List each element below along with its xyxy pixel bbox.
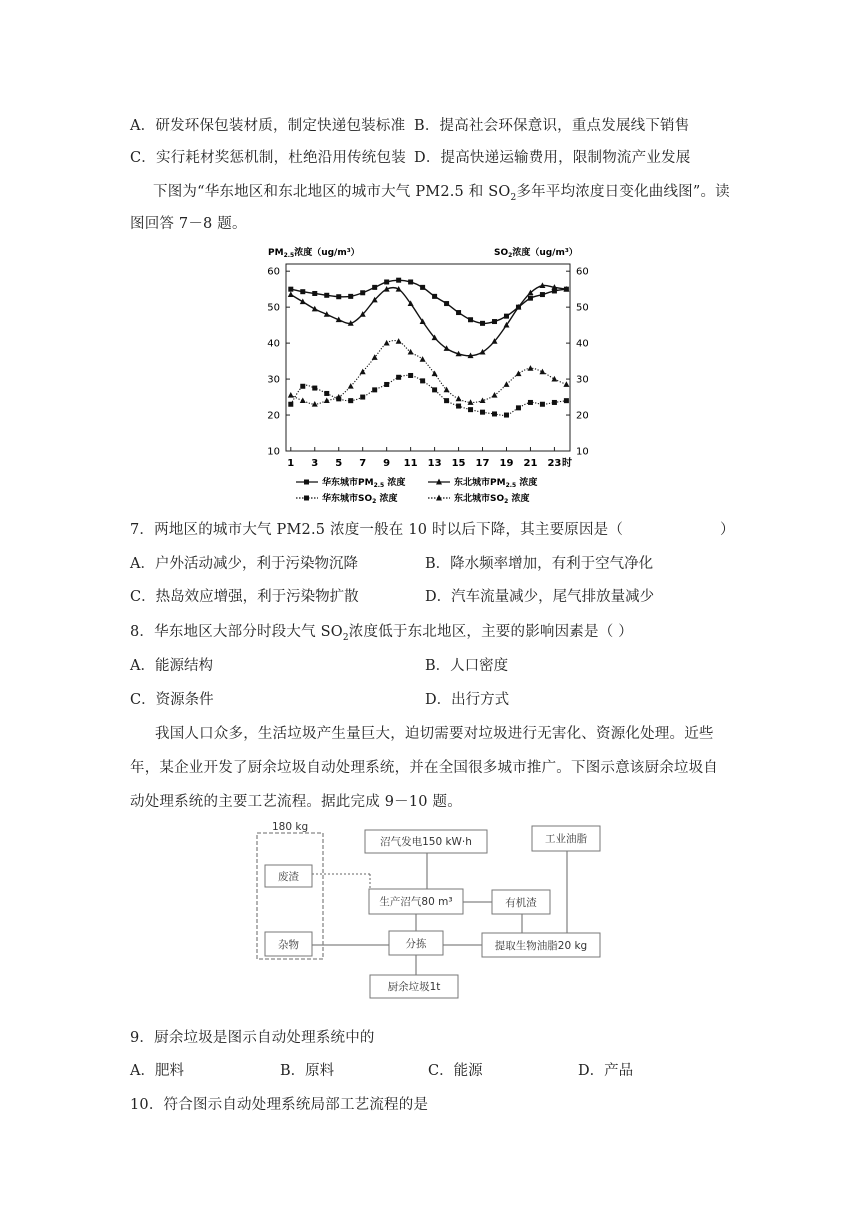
data-point-square [444, 301, 449, 306]
data-point-square [324, 293, 329, 298]
series-4 [288, 338, 570, 407]
concentration-line-chart [256, 236, 596, 508]
data-point-square [516, 405, 521, 410]
data-point-square [348, 398, 353, 403]
left-y-tick-label: 10 [267, 446, 280, 458]
series-line [291, 341, 567, 405]
data-point-square [288, 287, 293, 292]
intro-7-8-line1: 下图为“华东地区和东北地区的城市大气 PM2.5 和 $SO_2$多年平均浓度日变化曲线图”。读 [153, 184, 730, 203]
q8-option-a: A．能源结构 [130, 658, 213, 674]
data-point-triangle [300, 397, 306, 403]
data-point-triangle [444, 387, 450, 393]
data-point-square [540, 402, 545, 407]
x-tick-label: 19 [499, 458, 514, 469]
q9-option-a: A．肥料 [130, 1063, 184, 1079]
data-point-square [300, 384, 305, 389]
left-y-tick-label: 40 [267, 338, 280, 350]
data-point-square [444, 398, 449, 403]
x-ticks [287, 447, 561, 469]
series-3 [288, 373, 569, 418]
q10-stem: 10．符合图示自动处理系统局部工艺流程的是 [130, 1097, 429, 1113]
q9-option-b: B．原料 [280, 1063, 335, 1079]
x-tick-label: 13 [427, 458, 442, 469]
legend-item-northeast-so2 [428, 492, 529, 505]
series-2 [288, 282, 570, 358]
intro-7-8-line2: 图回答 7－8 题。 [130, 216, 247, 232]
extract-label: 提取生物油脂20 kg [494, 940, 588, 952]
left-y-tick-label: 60 [267, 266, 280, 278]
right-y-tick-label: 10 [576, 446, 589, 458]
data-point-square [540, 292, 545, 297]
series-1 [288, 278, 569, 326]
data-point-square [300, 289, 305, 294]
right-y-ticks [566, 267, 589, 458]
x-unit-label: 时 [562, 458, 572, 469]
data-point-triangle [563, 381, 569, 387]
q6-option-c: C．实行耗材奖惩机制，杜绝沿用传统包装 [130, 150, 406, 166]
data-point-triangle [456, 396, 462, 402]
x-tick-label: 7 [359, 458, 367, 469]
data-point-square [420, 378, 425, 383]
data-point-triangle [432, 370, 438, 376]
data-point-square [480, 410, 485, 415]
q6-option-a: A．研发环保包装材质，制定快递包装标准 [130, 118, 406, 134]
q7-option-c: C．热岛效应增强，利于污染物扩散 [130, 589, 359, 605]
left-y-tick-label: 50 [267, 302, 280, 314]
data-point-square [564, 398, 569, 403]
q7-option-b: B．降水频率增加，有利于空气净化 [425, 556, 654, 572]
data-point-square [372, 387, 377, 392]
x-tick-label: 23 [547, 458, 562, 469]
data-point-square [348, 294, 353, 299]
series-line [291, 375, 567, 415]
data-point-square [336, 294, 341, 299]
data-point-triangle [360, 369, 366, 375]
x-tick-label: 15 [451, 458, 466, 469]
data-point-triangle [420, 356, 426, 362]
industrial-oil-label: 工业油脂 [545, 833, 587, 845]
data-point-square [396, 278, 401, 283]
data-point-square [372, 285, 377, 290]
sorting-label: 分拣 [405, 938, 427, 950]
q9-stem: 9．厨余垃圾是图示自动处理系统中的 [130, 1030, 375, 1046]
data-point-triangle [480, 349, 486, 355]
data-point-square [468, 407, 473, 412]
data-point-triangle [396, 338, 402, 344]
q8-option-b: B．人口密度 [425, 658, 509, 674]
svg-text:东北城市PM2.5 浓度: 东北城市$PM_{2.5}$ 浓度 [454, 478, 538, 489]
series-layer [288, 278, 570, 418]
svg-text:华东城市PM2.5 浓度: 华东城市$PM_{2.5}$ 浓度 [322, 478, 406, 489]
data-point-square [408, 279, 413, 284]
group-weight-label: 180 kg [272, 821, 309, 833]
data-point-square [360, 395, 365, 400]
x-tick-label: 3 [311, 458, 319, 469]
intro-9-10-line2: 年，某企业开发了厨余垃圾自动处理系统，并在全国很多城市推广。下图示意该厨余垃圾自 [130, 760, 718, 776]
q8-option-c: C．资源条件 [130, 692, 214, 708]
data-point-square [528, 296, 533, 301]
legend-item-northeast-pm [428, 476, 537, 489]
data-point-square [432, 294, 437, 299]
legend-item-east-so2 [296, 492, 397, 505]
data-point-square [504, 413, 509, 418]
power-label: 沼气发电150 kW·h [380, 836, 472, 848]
data-point-triangle [503, 381, 509, 387]
biogas-label: 生产沼气80 m³ [379, 896, 453, 908]
organic-label: 有机渣 [505, 897, 537, 909]
sundries-label: 杂物 [278, 939, 299, 951]
x-tick-label: 5 [335, 458, 343, 469]
x-tick-label: 11 [403, 458, 418, 469]
q8-stem: 8．华东地区大部分时段大气 $SO_2$浓度低于东北地区，主要的影响因素是（ ） [130, 624, 633, 643]
q7-option-a: A．户外活动减少，利于污染物沉降 [130, 556, 358, 572]
data-point-triangle [288, 392, 294, 398]
data-point-triangle [300, 299, 306, 305]
right-y-tick-label: 60 [576, 266, 589, 278]
x-tick-label: 9 [383, 458, 391, 469]
right-y-tick-label: 30 [576, 374, 589, 386]
waste-process-flow-diagram [252, 820, 604, 1004]
legend-item-east-pm [296, 476, 405, 489]
data-point-square [492, 411, 497, 416]
q9-option-d: D．产品 [578, 1063, 634, 1079]
q7-option-d: D．汽车流量减少，尾气排放量减少 [425, 589, 655, 605]
data-point-triangle [492, 392, 498, 398]
right-y-tick-label: 50 [576, 302, 589, 314]
right-y-tick-label: 40 [576, 338, 589, 350]
right-y-tick-label: 20 [576, 410, 589, 422]
data-point-square [528, 400, 533, 405]
data-point-triangle [288, 291, 294, 297]
x-tick-label: 1 [287, 458, 295, 469]
left-axis-title: $PM_{2.5}$浓度（ug/m³） [268, 248, 360, 259]
data-point-square [312, 386, 317, 391]
data-point-square [396, 375, 401, 380]
intro-9-10-line1: 我国人口众多，生活垃圾产生量巨大，迫切需要对垃圾进行无害化、资源化处理。近些 [155, 726, 714, 742]
data-point-square [492, 319, 497, 324]
data-point-square [552, 400, 557, 405]
data-point-square [504, 314, 509, 319]
residue-label: 废渣 [278, 871, 299, 883]
data-point-triangle [515, 370, 521, 376]
left-y-tick-label: 30 [267, 374, 280, 386]
svg-text:东北城市SO2 浓度: 东北城市$SO_2$ 浓度 [454, 494, 530, 505]
data-point-square [468, 317, 473, 322]
left-y-ticks [267, 267, 290, 458]
data-point-triangle [551, 376, 557, 382]
left-y-tick-label: 20 [267, 410, 280, 422]
q6-option-d: D．提高快递运输费用，限制物流产业发展 [414, 150, 691, 166]
data-point-square [456, 310, 461, 315]
q7-stem: 7．两地区的城市大气 PM2.5 浓度一般在 10 时以后下降，其主要原因是（ [130, 522, 624, 538]
data-point-triangle [384, 340, 390, 346]
data-point-square [312, 291, 317, 296]
kitchen-waste-label: 厨余垃圾1t [387, 981, 441, 993]
data-point-square [324, 391, 329, 396]
legend [296, 476, 537, 505]
q7-bracket-close: ） [720, 522, 735, 538]
data-point-triangle [372, 354, 378, 360]
svg-text:华东城市SO2 浓度: 华东城市$SO_2$ 浓度 [322, 494, 398, 505]
right-axis-title: $SO_2$浓度（ug/m³） [494, 248, 578, 259]
data-point-square [408, 373, 413, 378]
q6-option-b: B．提高社会环保意识，重点发展线下销售 [414, 118, 690, 134]
x-tick-label: 21 [523, 458, 538, 469]
data-point-square [384, 279, 389, 284]
data-point-square [432, 387, 437, 392]
q9-option-c: C．能源 [428, 1063, 483, 1079]
data-point-square [480, 321, 485, 326]
intro-9-10-line3: 动处理系统的主要工艺流程。据此完成 9－10 题。 [130, 794, 462, 810]
data-point-square [360, 290, 365, 295]
x-tick-label: 17 [475, 458, 490, 469]
data-point-square [456, 404, 461, 409]
data-point-square [288, 402, 293, 407]
data-point-square [384, 382, 389, 387]
q8-option-d: D．出行方式 [425, 692, 510, 708]
data-point-square [420, 285, 425, 290]
